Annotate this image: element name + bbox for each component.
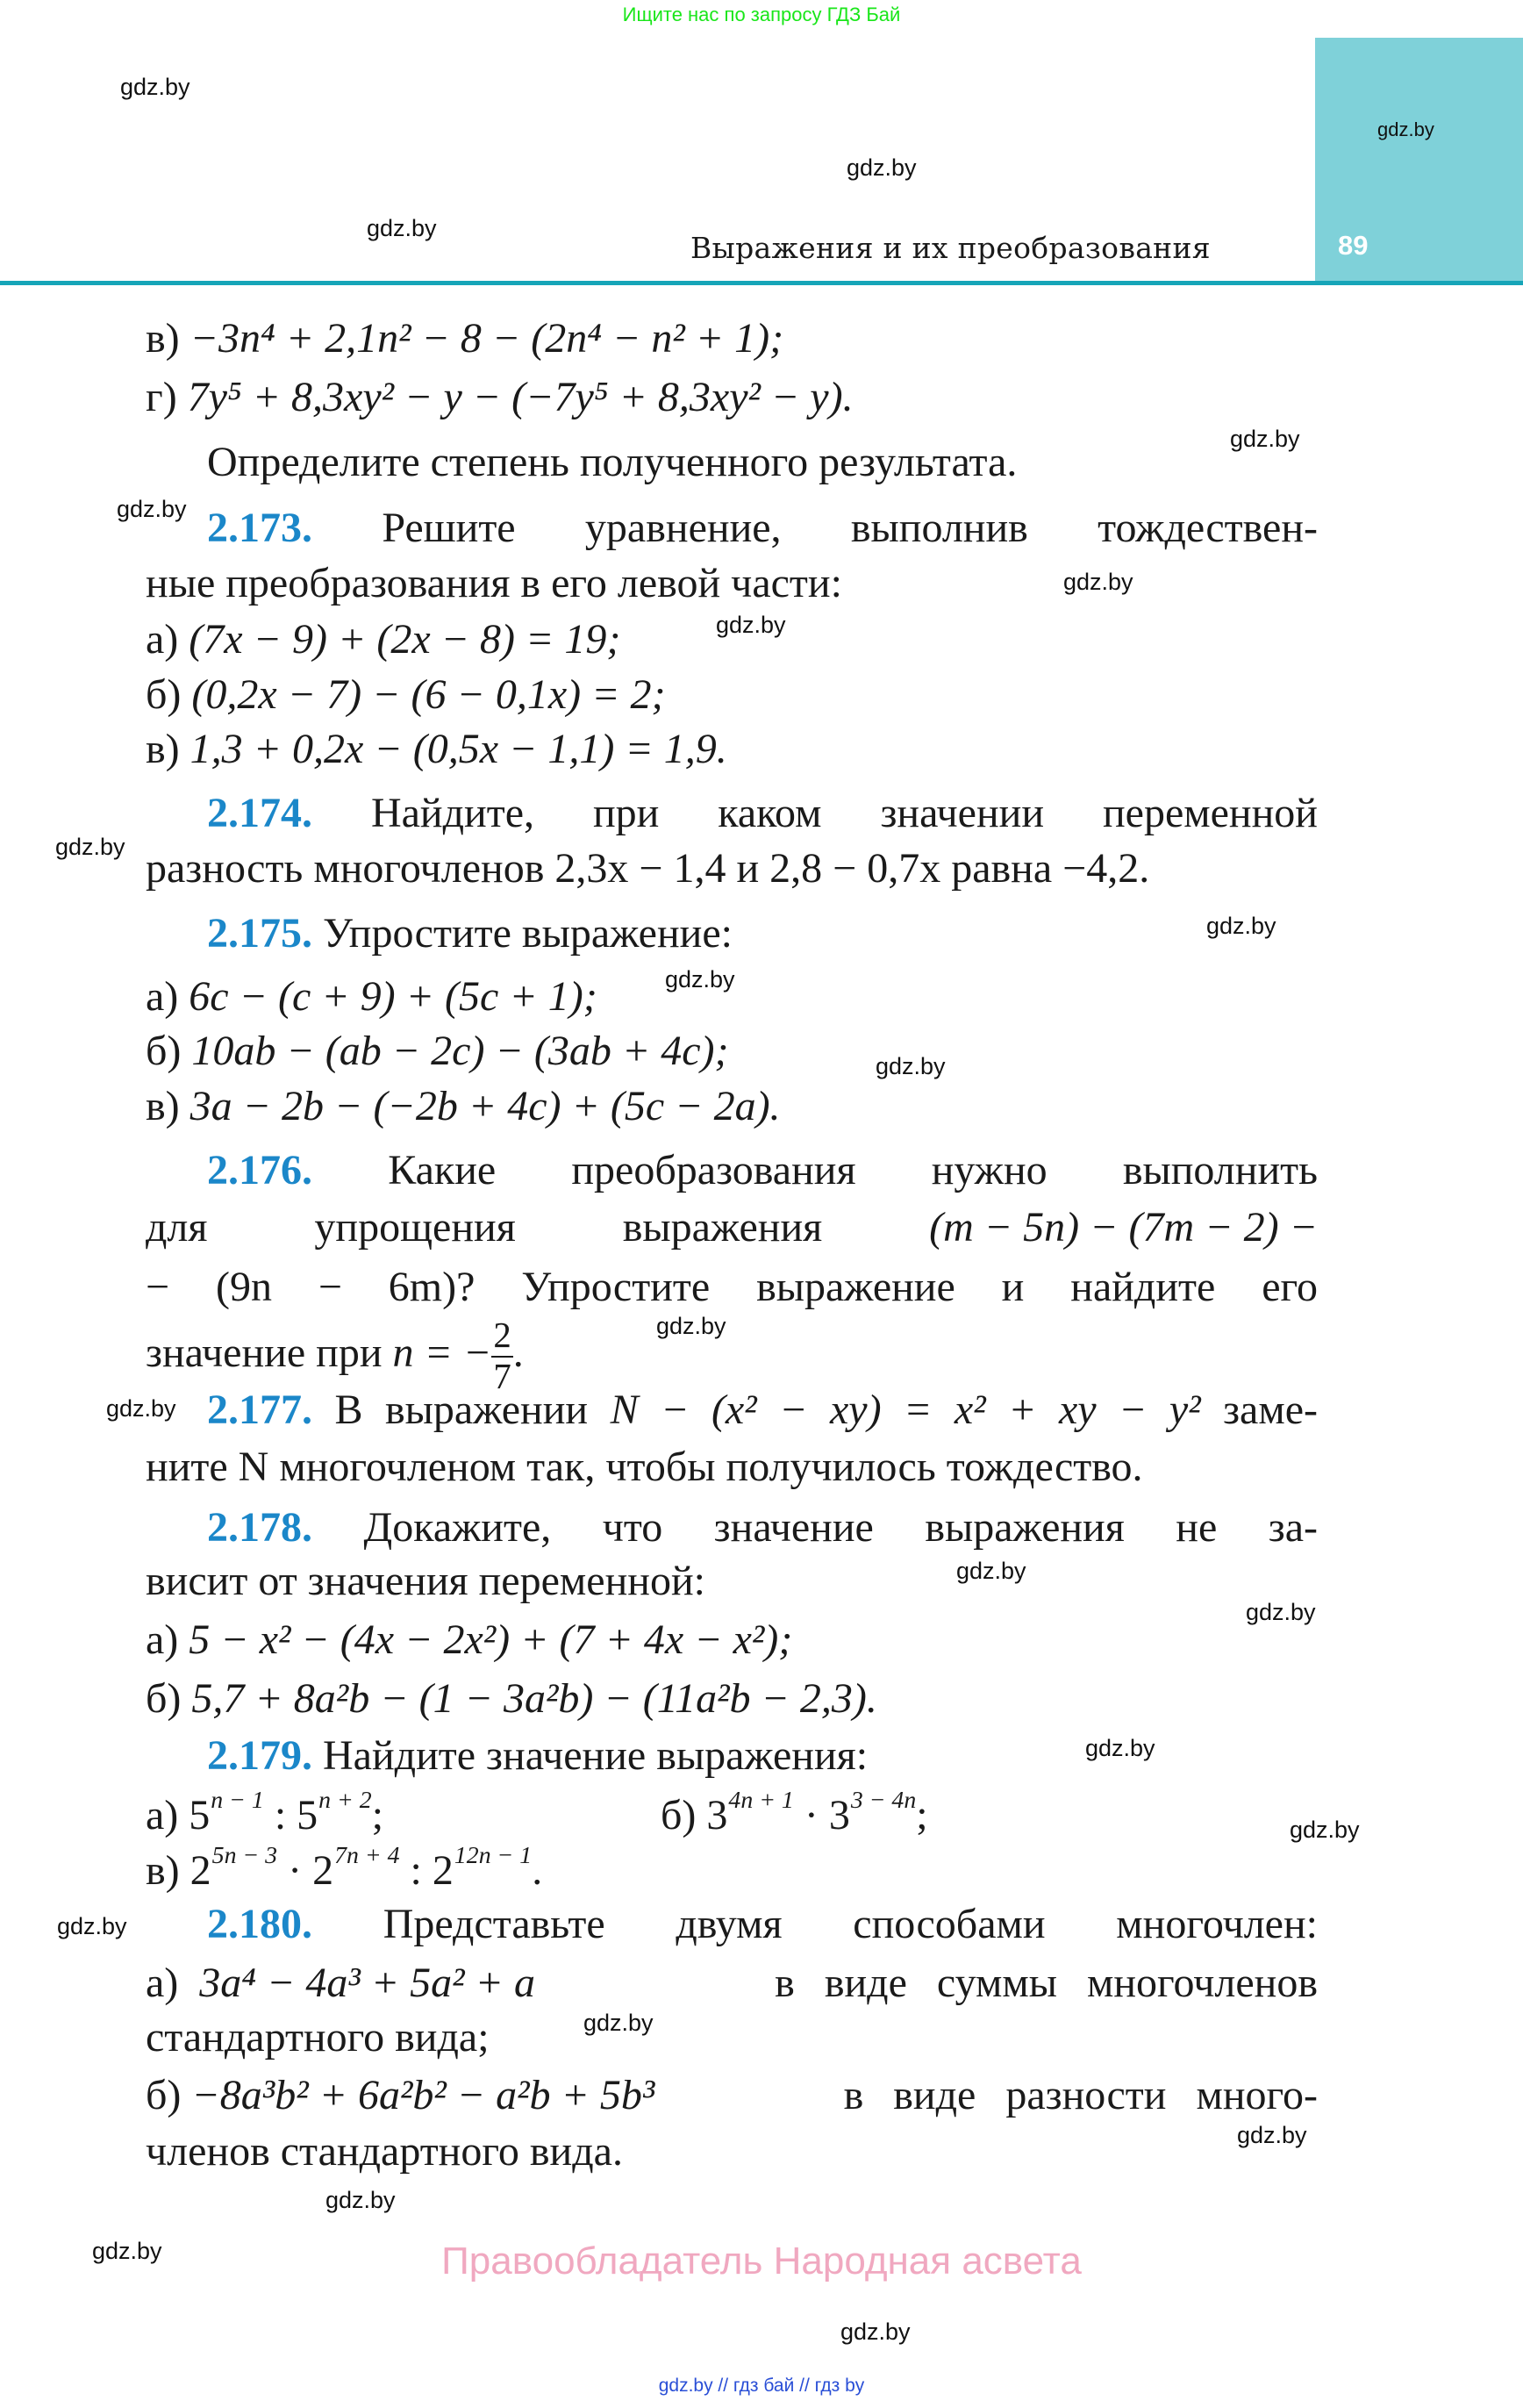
watermark: gdz.by bbox=[656, 1313, 726, 1339]
item-text: в виде разности много- bbox=[843, 2072, 1318, 2118]
problem-number: 2.173. bbox=[207, 505, 312, 551]
watermark: gdz.by bbox=[847, 154, 917, 181]
problem-text-cont: разность многочленов 2,3x − 1,4 и 2,8 − 0,7x равна −4,2. bbox=[146, 845, 1150, 892]
watermark: gdz.by bbox=[583, 2010, 654, 2036]
page-number: 89 bbox=[1338, 230, 1369, 261]
word: упрощения bbox=[314, 1204, 516, 1251]
item-head bbox=[146, 1962, 535, 2004]
item-head bbox=[146, 2072, 655, 2118]
watermark: gdz.by bbox=[55, 834, 125, 860]
punct: ; bbox=[916, 1792, 928, 1838]
problem-text-cont: значение при n = − $\frac{2}{7}$ . bbox=[146, 1315, 524, 1396]
problem-text-cont: ные преобразования в его левой части: bbox=[146, 560, 842, 606]
problem-number: 2.180. bbox=[207, 1901, 312, 1947]
expression: (m − 5n) − (7m − 2) − bbox=[929, 1204, 1318, 1251]
problem-text-cont: висит от значения переменной: bbox=[146, 1558, 705, 1604]
exercise-item bbox=[146, 1675, 1318, 1722]
item-expression: (0,2x − 7) − (6 − 0,1x) = 2; bbox=[191, 671, 666, 718]
watermark: gdz.by bbox=[120, 74, 190, 100]
watermark: gdz.by bbox=[665, 966, 735, 993]
item-expression: 10ab − (ab − 2c) − (3ab + 4c); bbox=[191, 1028, 729, 1074]
problem-number: 2.175. bbox=[207, 910, 312, 957]
item-label: а) bbox=[146, 616, 179, 663]
problem-2-180 bbox=[207, 1903, 1318, 1946]
watermark: gdz.by bbox=[1377, 118, 1434, 140]
item-label: а) bbox=[146, 1960, 179, 2006]
problem-text-cont bbox=[146, 1204, 1318, 1251]
exercise-item bbox=[146, 616, 1318, 663]
base: 2 bbox=[432, 1847, 454, 1894]
problem-2-177 bbox=[207, 1389, 1318, 1431]
watermark: gdz.by bbox=[1206, 913, 1276, 939]
problem-text: Представьте двумя способами многочлен: bbox=[383, 1901, 1319, 1947]
watermark: gdz.by bbox=[716, 612, 786, 638]
exercise-item bbox=[146, 315, 1318, 362]
footer-links[interactable]: gdz.by // гдз бай // гдз by bbox=[658, 2376, 865, 2396]
item-expression: −3n⁴ + 2,1n² − 8 − (2n⁴ − n² + 1); bbox=[189, 315, 784, 362]
exponent: 4n + 1 bbox=[728, 1787, 794, 1815]
watermark: gdz.by bbox=[367, 215, 437, 241]
item-expression: 5,7 + 8a²b − (1 − 3a²b) − (11a²b − 2,3). bbox=[191, 1675, 877, 1722]
problem-text: заме- bbox=[1223, 1387, 1319, 1433]
problem-text: Докажите, что значение выражения не за- bbox=[363, 1504, 1319, 1551]
copyright-notice: Правообладатель Народная асвета bbox=[441, 2240, 1082, 2283]
operator: · bbox=[804, 1792, 819, 1838]
exercise-item bbox=[146, 671, 1318, 718]
problem-text-cont: ните N многочленом так, чтобы получилось тождество. bbox=[146, 1444, 1143, 1490]
item-label: в) bbox=[146, 726, 180, 772]
exercise-item bbox=[146, 728, 1318, 770]
base: 3 bbox=[706, 1792, 728, 1838]
problem-text: Найдите значение выражения: bbox=[323, 1732, 869, 1779]
problem-number: 2.177. bbox=[207, 1387, 312, 1433]
watermark: gdz.by bbox=[1290, 1817, 1360, 1843]
problem-2-174 bbox=[207, 792, 1318, 835]
exponent: 5n − 3 bbox=[211, 1842, 278, 1870]
item-label: а) bbox=[146, 1616, 179, 1663]
exercise-note: Определите степень полученного результата. bbox=[207, 439, 1018, 485]
problem-number: 2.174. bbox=[207, 790, 312, 836]
exponent: n − 1 bbox=[211, 1787, 264, 1815]
watermark: gdz.by bbox=[876, 1053, 946, 1079]
watermark: gdz.by bbox=[1246, 1599, 1316, 1625]
watermark: gdz.by bbox=[956, 1558, 1026, 1584]
operator: : bbox=[410, 1847, 422, 1894]
item-expression: 3a − 2b − (−2b + 4c) + (5c − 2a). bbox=[189, 1083, 781, 1129]
problem-text: Решите уравнение, выполнив тождествен- bbox=[382, 505, 1318, 551]
item-label: б) bbox=[146, 1675, 182, 1722]
exercise-item bbox=[146, 1616, 1318, 1663]
watermark: gdz.by bbox=[1237, 2122, 1307, 2148]
item-expression: 7y⁵ + 8,3xy² − y − (−7y⁵ + 8,3xy² − y). bbox=[187, 374, 854, 420]
watermark: gdz.by bbox=[1063, 569, 1133, 595]
item-label: в) bbox=[146, 1847, 180, 1894]
exponent: 3 − 4n bbox=[850, 1787, 917, 1815]
problem-number: 2.176. bbox=[207, 1147, 312, 1193]
problem-2-179 bbox=[207, 1732, 1379, 1779]
exercise-item bbox=[146, 2072, 1318, 2118]
numerator: 2 bbox=[491, 1316, 512, 1358]
problem-text: Какие преобразования нужно выполнить bbox=[388, 1147, 1318, 1193]
exercise-item bbox=[146, 1962, 1318, 2004]
item-expression: 1,3 + 0,2x − (0,5x − 1,1) = 1,9. bbox=[189, 726, 727, 772]
exercise-item bbox=[146, 1083, 1318, 1129]
base: 2 bbox=[189, 1847, 211, 1894]
item-text: в виде суммы многочленов bbox=[775, 1960, 1318, 2006]
watermark: gdz.by bbox=[57, 1913, 127, 1939]
watermark: gdz.by bbox=[92, 2238, 162, 2264]
exponent: 7n + 4 bbox=[334, 1842, 400, 1870]
item-label: б) bbox=[146, 1028, 182, 1074]
watermark: gdz.by bbox=[1230, 426, 1300, 452]
problem-2-178 bbox=[207, 1504, 1319, 1551]
fraction bbox=[491, 1316, 512, 1397]
punct: . bbox=[532, 1847, 543, 1894]
problem-text-cont: − (9n − 6m)? Упростите выражение и найдите его bbox=[146, 1264, 1318, 1310]
item-expression: 5 − x² − (4x − 2x²) + (7 + 4x − x²); bbox=[189, 1616, 793, 1663]
problem-number: 2.178. bbox=[207, 1504, 312, 1551]
equation: N − (x² − xy) = x² + xy − y² bbox=[610, 1387, 1201, 1433]
problem-2-175 bbox=[207, 910, 1379, 957]
word: выражения bbox=[622, 1204, 823, 1251]
item-label: г) bbox=[146, 374, 177, 420]
watermark: gdz.by bbox=[325, 2187, 396, 2213]
item-expression: 3a⁴ − 4a³ + 5a² + a bbox=[199, 1960, 535, 2006]
item-text-cont: членов стандартного вида. bbox=[146, 2128, 623, 2175]
problem-2-173 bbox=[207, 507, 1318, 549]
base: 3 bbox=[828, 1792, 850, 1838]
exercise-item bbox=[146, 376, 1318, 419]
watermark: gdz.by bbox=[840, 2318, 911, 2345]
item-label: в) bbox=[146, 1083, 180, 1129]
watermark: gdz.by bbox=[106, 1395, 176, 1422]
exponent: 12n − 1 bbox=[454, 1842, 533, 1870]
item-expression: (7x − 9) + (2x − 8) = 19; bbox=[189, 616, 621, 663]
top-banner: Ищите нас по запросу ГДЗ Бай bbox=[622, 4, 901, 25]
problem-number: 2.179. bbox=[207, 1732, 312, 1779]
word: для bbox=[146, 1204, 208, 1251]
problem-2-176 bbox=[207, 1147, 1318, 1193]
item-label: б) bbox=[146, 671, 182, 718]
watermark: gdz.by bbox=[117, 496, 187, 522]
operator: : bbox=[274, 1792, 287, 1838]
item-label: а) bbox=[146, 1792, 179, 1838]
base: 2 bbox=[312, 1847, 334, 1894]
base: 5 bbox=[297, 1792, 318, 1838]
exercise-item bbox=[146, 973, 1318, 1020]
exponent: n + 2 bbox=[318, 1787, 372, 1815]
exercise-item bbox=[146, 1787, 672, 1838]
problem-text: Найдите, при каком значении переменной bbox=[370, 790, 1318, 836]
header-rule bbox=[0, 281, 1523, 285]
chapter-title: Выражения и их преобразования bbox=[690, 231, 1211, 265]
item-label: б) bbox=[146, 2072, 182, 2118]
text: значение при bbox=[146, 1329, 383, 1376]
base: 5 bbox=[189, 1792, 211, 1838]
punct: ; bbox=[371, 1792, 384, 1838]
expression: n = − bbox=[392, 1329, 492, 1376]
exercise-item bbox=[661, 1787, 1187, 1838]
exercise-item bbox=[146, 1842, 1318, 1894]
item-label: а) bbox=[146, 973, 179, 1020]
denominator: 7 bbox=[493, 1356, 511, 1396]
watermark: gdz.by bbox=[1085, 1735, 1155, 1761]
item-label: б) bbox=[661, 1792, 697, 1838]
item-text-cont: стандартного вида; bbox=[146, 2014, 490, 2060]
exercise-item bbox=[146, 1030, 1318, 1072]
item-expression: −8a³b² + 6a²b² − a²b + 5b³ bbox=[191, 2072, 655, 2118]
operator: · bbox=[288, 1847, 303, 1894]
problem-text: В выражении bbox=[334, 1387, 589, 1433]
item-expression: 6c − (c + 9) + (5c + 1); bbox=[189, 973, 597, 1020]
problem-text: Упростите выражение: bbox=[323, 910, 733, 957]
item-label: в) bbox=[146, 315, 180, 362]
